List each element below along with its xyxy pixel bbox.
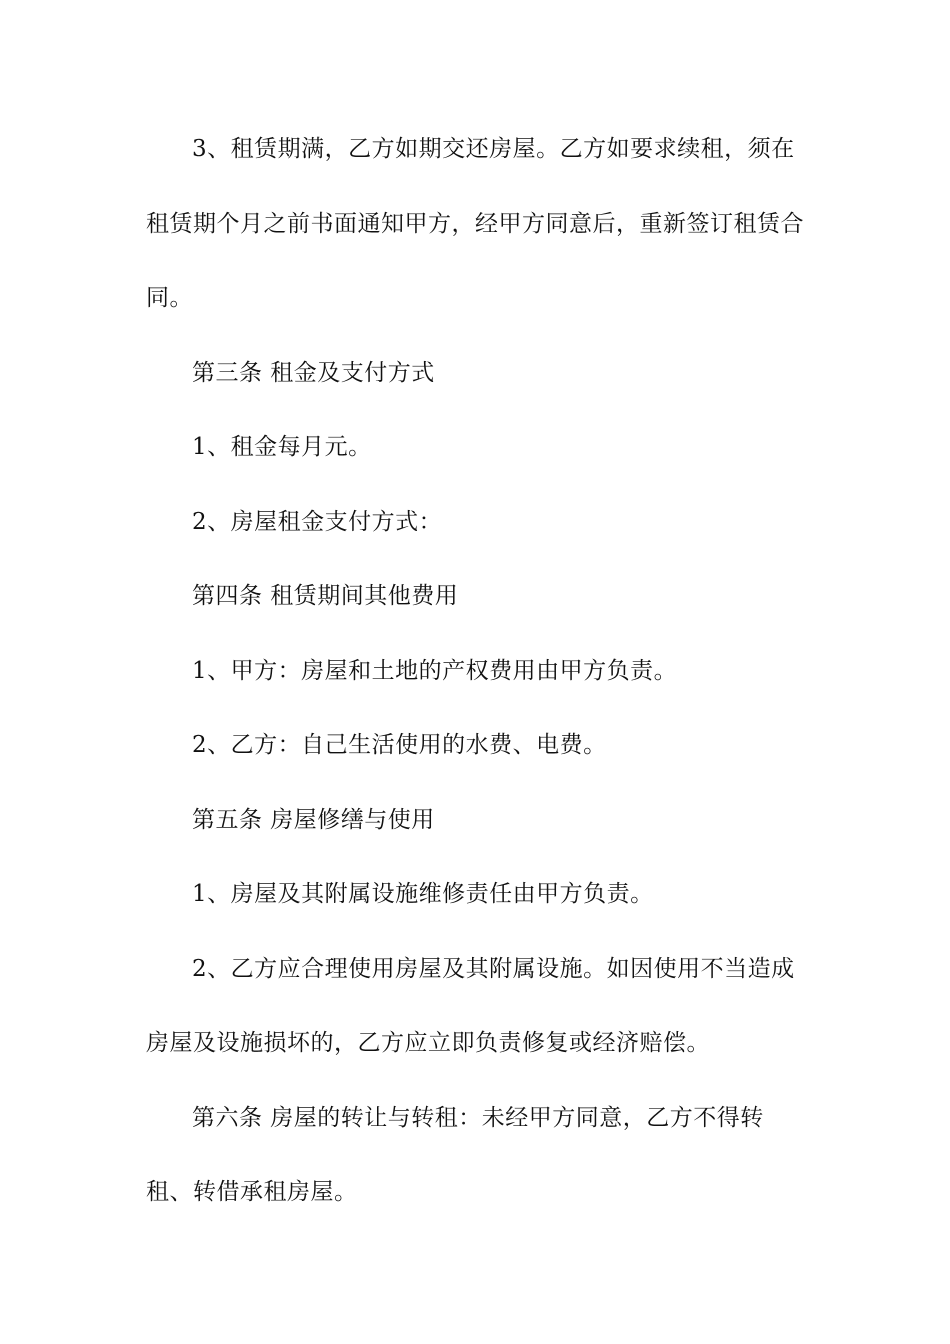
paragraph-article-6-sublet: 第六条 房屋的转让与转租：未经甲方同意，乙方不得转租、转借承租房屋。 xyxy=(146,1104,764,1205)
paragraph-lease-expiry: 3、租赁期满，乙方如期交还房屋。乙方如要求续租，须在租赁期个月之前书面通知甲方，经甲方同意后，重新签订租赁合同。 xyxy=(146,136,804,311)
paragraph-monthly-rent: 1、租金每月元。 xyxy=(192,434,372,460)
document-body xyxy=(146,112,806,1230)
paragraph-party-b-fees: 2、乙方：自己生活使用的水费、电费。 xyxy=(192,732,607,758)
paragraph-repair-responsibility: 1、房屋及其附属设施维修责任由甲方负责。 xyxy=(192,881,654,907)
paragraph-payment-method: 2、房屋租金支付方式： xyxy=(192,508,443,535)
heading-article-5: 第五条 房屋修缮与使用 xyxy=(192,806,435,833)
heading-article-3: 第三条 租金及支付方式 xyxy=(192,359,435,386)
paragraph-proper-use: 2、乙方应合理使用房屋及其附属设施。如因使用不当造成房屋及设施损坏的，乙方应立即负责修复或经济赔偿。 xyxy=(146,955,795,1056)
paragraph-party-a-fees: 1、甲方：房屋和土地的产权费用由甲方负责。 xyxy=(192,657,678,684)
heading-article-4: 第四条 租赁期间其他费用 xyxy=(192,583,459,609)
